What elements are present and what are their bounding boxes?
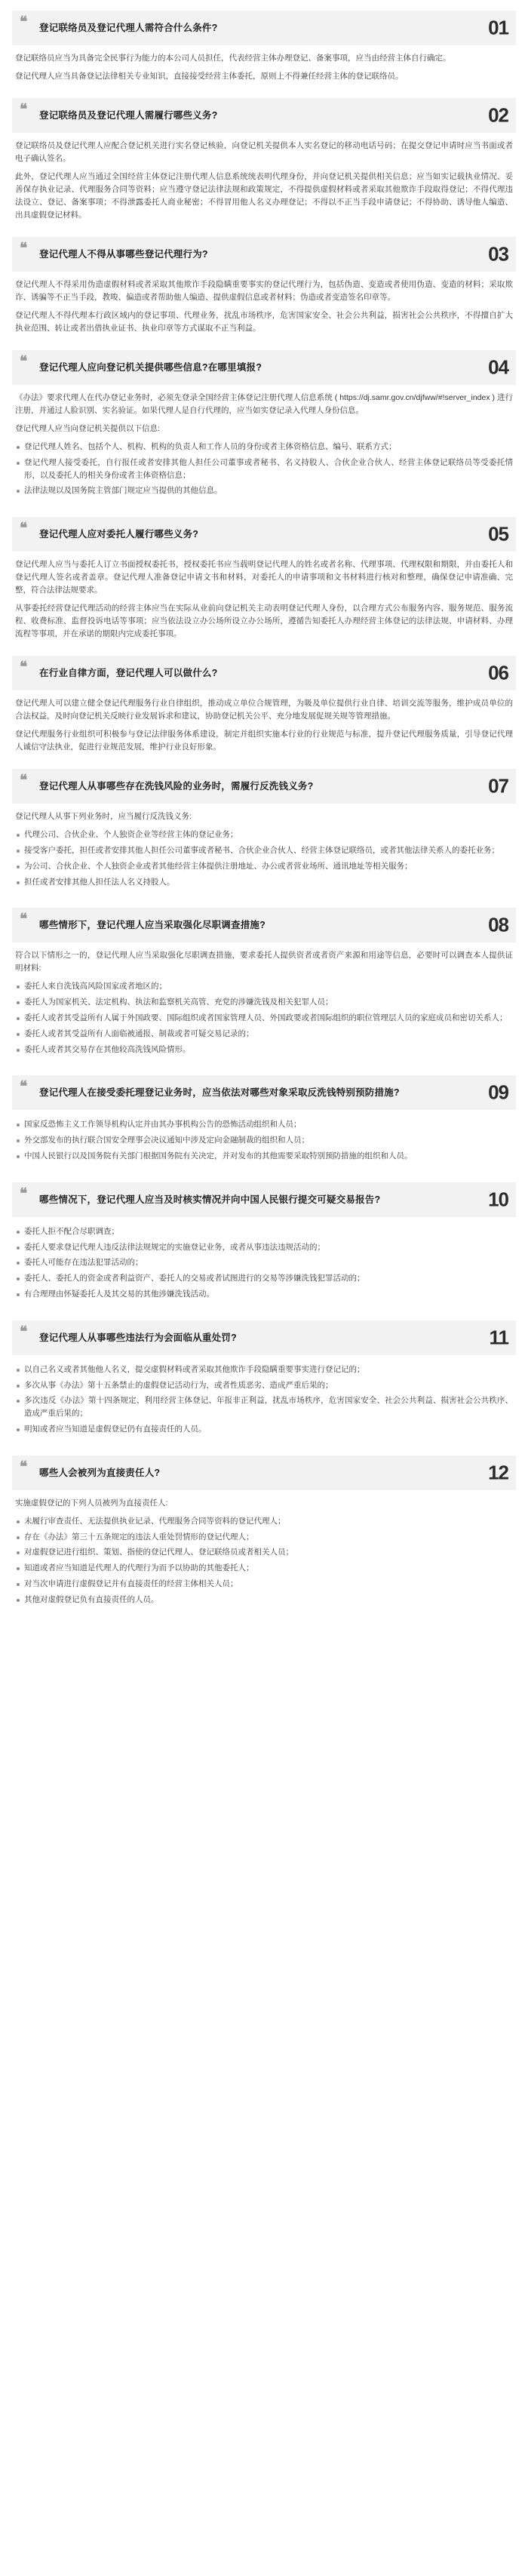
question-header[interactable]: [12, 350, 516, 385]
quote-icon: ❝: [20, 521, 27, 537]
answer-body: [12, 552, 516, 642]
question-header[interactable]: [12, 1182, 516, 1217]
answer-bullet-list: [15, 1118, 513, 1162]
question-number: 01: [488, 16, 508, 39]
question-text: 哪些情况下，登记代理人应当及时核实情况并向中国人民银行提交可疑交易报告?: [39, 1194, 381, 1205]
list-item: 担任或者安排其他人担任法人名义持股人。: [15, 876, 513, 889]
quote-icon: ❝: [20, 14, 27, 30]
list-item: 代理公司、合伙企业、个人独资企业等经营主体的登记业务；: [15, 828, 513, 841]
list-item: 多次违反《办法》第十四条规定、利用经营主体登记、年报非正利益，扰乱市场秩序，危害国家安全、社会公共利益、损害社会公共秩序、造成严重后果的；: [15, 1394, 513, 1420]
list-item: 登记代理人接受委托，自行报任或者安排其他人担任公司董事或者秘书、名义持股人、合伙企业合伙人、经营主体登记联络员等受委托情形，以及委托人的相关身份或者主体资格信息；: [15, 456, 513, 482]
question-header[interactable]: [12, 11, 516, 45]
qa-block: [12, 11, 516, 85]
list-item: 委托人可能存在违法犯罪活动的；: [15, 1256, 513, 1269]
qa-block: [12, 350, 516, 503]
list-item: 中国人民银行以及国务院有关部门根据国务院有关决定，并对发布的其他需要采取特别预防措施的组织和人员。: [15, 1150, 513, 1163]
list-item: 为公司、合伙企业、个人独资企业或者其他经营主体提供注册地址、办公或者营业场所、通讯地址等相关服务；: [15, 860, 513, 873]
answer-paragraph: 《办法》要求代理人在代办登记业务时，必须先登录全国经营主体登记注册代理人信息系统 ( https://dj.samr.gov.cn/djfww/#!server_index ) 进行注册，并通过人脸识别、实名验证。如果代理人是自行代理的，应当如实登记录入代理人身份信息。: [15, 393, 513, 415]
answer-bullet-list: [15, 1515, 513, 1606]
qa-block: [12, 1456, 516, 1612]
answer-paragraph: 符合以下情形之一的，登记代理人应当采取强化尽职调查措施，要求委托人提供资者或者资产来源和用途等信息，必要时可以调查本人提供证明材料:: [15, 951, 513, 973]
list-item: 委托人要求登记代理人违反法律法规规定的实施登记业务，或者从事违法违规活动的；: [15, 1241, 513, 1254]
answer-body: [12, 690, 516, 755]
question-header[interactable]: [12, 908, 516, 942]
qa-block: [12, 656, 516, 755]
answer-body: [12, 1217, 516, 1307]
answer-bullet-list: [15, 1225, 513, 1301]
question-text: 登记代理人应向登记机关提供哪些信息?在哪里填报?: [39, 361, 262, 373]
quote-icon: ❝: [20, 102, 27, 118]
qa-block: [12, 769, 516, 894]
answer-bullet-list: [15, 441, 513, 497]
question-number: 08: [488, 913, 508, 936]
list-item: 委托人为国家机关、法定机构、执法和监察机关高管、充党的涉嫌洗钱及相关犯罪人员；: [15, 996, 513, 1009]
list-item: 法律法规以及国务院主管部门规定应当提供的其他信息。: [15, 484, 513, 497]
qa-block: [12, 237, 516, 337]
answer-paragraph: 登记代理人不得采用伪造虚假材料或者采取其他欺诈手段隐瞒重要事实的登记代理行为，包括伪造、变造或者使用伪造、变造的材料；采取欺诈、诱骗等不正当手段，教唆、偏造或者帮助他人编造、提供虚假信息或者材料；伪造或者变造签名印章等。: [15, 280, 513, 302]
list-item: 外交部发布的执行联合国安全理事会决议通知中涉及定向金融制裁的组织和人员；: [15, 1134, 513, 1147]
answer-paragraph: 此外，登记代理人应当通过全国经营主体登记注册代理人信息系统统表明代理身份，并向登记机关提供相关信息；应当如实记载执业情况、妥善保存执业记录、代理服务合同等资料；应当遵守登记法律法规和政策规定，不得提供虚假材料或者采取其他欺诈手段取得登记；不得代理违法设立、登记、备案事项；不得泄露委托人商业秘密；不得冒用他人名义办理登记；不得以不正当手段申请登记；不得协助、诱导他人编造、出具虚假登记材料。: [15, 172, 513, 220]
list-item: 多次从事《办法》第十五条禁止的虚假登记活动行为，或者性质恶劣、造成严重后果的；: [15, 1379, 513, 1392]
quote-icon: ❝: [20, 659, 27, 676]
answer-body: [12, 942, 516, 1062]
answer-body: [12, 1110, 516, 1168]
question-text: 登记代理人不得从事哪些登记代理行为?: [39, 248, 208, 260]
list-item: 以自己名义或者其他他人名义，提交虚假材料或者采取其他欺诈手段隐瞒重要事实进行登记记的；: [15, 1363, 513, 1376]
qa-block: [12, 98, 516, 223]
answer-paragraph: 登记联络员及登记代理人应配合登记机关进行实名登记核验，向登记机关提供本人实名登记的移动电话号码；在提交登记申请时应当书面或者电子确认签名。: [15, 141, 513, 163]
list-item: 登记代理人姓名、包括个人、机构、机构的负责人和工作人员的身份或者主体资格信息、编号、联系方式；: [15, 441, 513, 453]
quote-icon: ❝: [20, 1459, 27, 1475]
question-header[interactable]: [12, 656, 516, 690]
qa-block: [12, 1075, 516, 1168]
answer-paragraph: 登记代理人应当具备登记法律相关专业知识，直接接受经营主体委托，原则上不得兼任经营主体的登记联络员。: [15, 72, 404, 81]
question-text: 登记代理人应对委托人履行哪些义务?: [39, 529, 199, 540]
answer-body: [12, 133, 516, 223]
list-item: 委托人拒不配合尽职调查；: [15, 1225, 513, 1238]
answer-paragraph: 登记代理人不得代理本行政区域内的登记事项、代理业务，扰乱市场秩序，危害国家安全、社会公共利益，损害社会公共秩序，不得擅自扩大执业范围、转让或者出借执业证书、执业印章等方式谋取不正当利益。: [15, 311, 513, 333]
question-number: 04: [488, 355, 508, 379]
list-item: 知道或者应当知道是代理人的代理行为而予以协助的其他委托人；: [15, 1562, 513, 1575]
list-item: 明知或者应当知道是虚假登记仍有直接责任的人员。: [15, 1423, 513, 1436]
qa-block: [12, 517, 516, 642]
list-item: 委托人来自洗钱高风险国家或者地区的；: [15, 980, 513, 993]
list-item: 未履行审查责任、无法提供执业记录、代理服务合同等资料的登记代理人；: [15, 1515, 513, 1528]
quote-icon: ❝: [20, 354, 27, 370]
answer-body: [12, 1355, 516, 1442]
list-item: 国家反恐怖主义工作领导机构认定并由其办事机构公告的恐怖活动组织和人员；: [15, 1118, 513, 1131]
question-text: 登记代理人从事哪些违法行为会面临从重处罚?: [39, 1332, 237, 1343]
answer-paragraph: 登记代理人从事下列业务时，应当履行反洗钱义务:: [15, 812, 192, 822]
list-item: 委托人、委托人的资金或者利益资产、委托人的交易或者试图进行的交易等涉嫌洗钱犯罪活动的；: [15, 1272, 513, 1285]
question-number: 11: [489, 1326, 508, 1349]
answer-paragraph: 登记代理人应当向登记机关提供以下信息:: [15, 424, 160, 433]
answer-body: [12, 272, 516, 337]
list-item: 对虚假登记进行组织、策划、指使的登记代理人、登记联络员或者相关人员；: [15, 1546, 513, 1559]
quote-icon: ❝: [20, 1323, 27, 1340]
question-number: 09: [488, 1081, 508, 1104]
question-number: 02: [488, 103, 508, 127]
question-header[interactable]: [12, 1320, 516, 1355]
question-text: 在行业自律方面，登记代理人可以做什么?: [39, 668, 218, 679]
quote-icon: ❝: [20, 1185, 27, 1202]
question-header[interactable]: [12, 769, 516, 804]
answer-paragraph: 登记联络员应当为具备完全民事行为能力的本公司人员担任，代表经营主体办理登记、备案事项，应当由经营主体自行确定。: [15, 54, 451, 63]
question-header[interactable]: [12, 237, 516, 272]
question-text: 登记代理人在接受委托理登记业务时，应当依法对哪些对象采取反洗钱特别预防措施?: [39, 1087, 400, 1099]
question-number: 03: [488, 242, 508, 266]
answer-bullet-list: [15, 828, 513, 888]
question-number: 07: [488, 774, 508, 798]
list-item: 接受客户委托，担任或者安排其他人担任公司董事或者秘书、合伙企业合伙人、经营主体登记联络员，或者其他法律关系人的委托业务；: [15, 844, 513, 857]
list-item: 存在《办法》第三十五条规定的违法人重处罚情形的登记代理人；: [15, 1531, 513, 1544]
question-text: 登记代理人从事哪些存在洗钱风险的业务时，需履行反洗钱义务?: [39, 781, 314, 792]
question-text: 哪些人会被列为直接责任人?: [39, 1467, 161, 1478]
quote-icon: ❝: [20, 241, 27, 257]
question-header[interactable]: [12, 1456, 516, 1490]
list-item: 有合理理由怀疑委托人及其交易的其他涉嫌洗钱活动。: [15, 1288, 513, 1301]
list-item: 委托人或者其受益所有人面临被通报、制裁或者可疑交易记录的；: [15, 1028, 513, 1041]
quote-icon: ❝: [20, 911, 27, 928]
answer-paragraph: 登记代理人应当与委托人订立书面授权委托书，授权委托书应当载明登记代理人的姓名或者名称、代理事项、代理权限和期限，并由委托人和登记代理人签名或者盖章。登记代理人准备登记申请文书和材料，对委托人的申请事项和文书材料进行核对和整理，确保登记申请准确、完整，符合法律法规要求。: [15, 560, 513, 595]
answer-paragraph: 登记代理服务行业组织可积极参与登记法律服务体系建设，制定并组织实施本行业的行业规范与标准，提升登记代理服务质量，引导登记代理人诚信守法执业，促进行业规范发展，维护行业良好形象。: [15, 730, 513, 752]
question-number: 10: [488, 1188, 508, 1211]
list-item: 对当次申请进行虚假登记并有直接责任的经营主体相关人员；: [15, 1578, 513, 1591]
answer-body: [12, 385, 516, 503]
question-header[interactable]: [12, 98, 516, 133]
qa-list: [12, 11, 516, 1612]
quote-icon: ❝: [20, 773, 27, 789]
question-number: 12: [488, 1461, 508, 1484]
question-text: 登记联络员及登记代理人需履行哪些义务?: [39, 109, 218, 121]
answer-bullet-list: [15, 1363, 513, 1436]
quote-icon: ❝: [20, 1079, 27, 1096]
answer-body: [12, 1490, 516, 1612]
qa-block: [12, 1182, 516, 1307]
list-item: 委托人或者其受益所有人属于外国政要、国际组织或者国家管理人员、外国政要或者国际组织的职位管理层人员的家庭成员和密切关系人；: [15, 1012, 513, 1025]
answer-body: [12, 804, 516, 894]
question-text: 哪些情形下，登记代理人应当采取强化尽职调查措施?: [39, 920, 266, 931]
answer-paragraph: 登记代理人可以建立健全登记代理服务行业自律组织，推动成立单位合规管理，为吸及单位提供行业自律、培训交流等服务，维护成员单位的合法权益，及时向登记机关反映行业发展诉求和建议，协助登记机关公平、充分地发展促规关规等管理措施。: [15, 699, 513, 721]
question-number: 05: [488, 522, 508, 546]
answer-body: [12, 45, 516, 85]
answer-paragraph: 从事委托经营登记代理活动的经营主体应当在实际从业前向登记机关主动表明登记代理人身份，以合理方式公布服务内容、服务规范、服务流程、收费标准、监督投诉电话等事项；应当依法设立办公场所设立办公场所，遵循告知委托人办理经营主体登记的法律法规、申请材料、办理流程等事项，并在承诺的期限内完成委托事项。: [15, 604, 513, 639]
answer-bullet-list: [15, 980, 513, 1056]
question-number: 06: [488, 661, 508, 684]
qa-block: [12, 1320, 516, 1442]
question-text: 登记联络员及登记代理人需符合什么条件?: [39, 22, 218, 33]
qa-block: [12, 908, 516, 1062]
question-header[interactable]: [12, 1075, 516, 1110]
list-item: 其他对虚假登记负有直接责任的人员。: [15, 1594, 513, 1606]
answer-paragraph: 实施虚假登记的下列人员被列为直接责任人:: [15, 1498, 168, 1508]
question-header[interactable]: [12, 517, 516, 552]
list-item: 委托人或者其交易存在其他较高洗钱风险情形。: [15, 1044, 513, 1056]
